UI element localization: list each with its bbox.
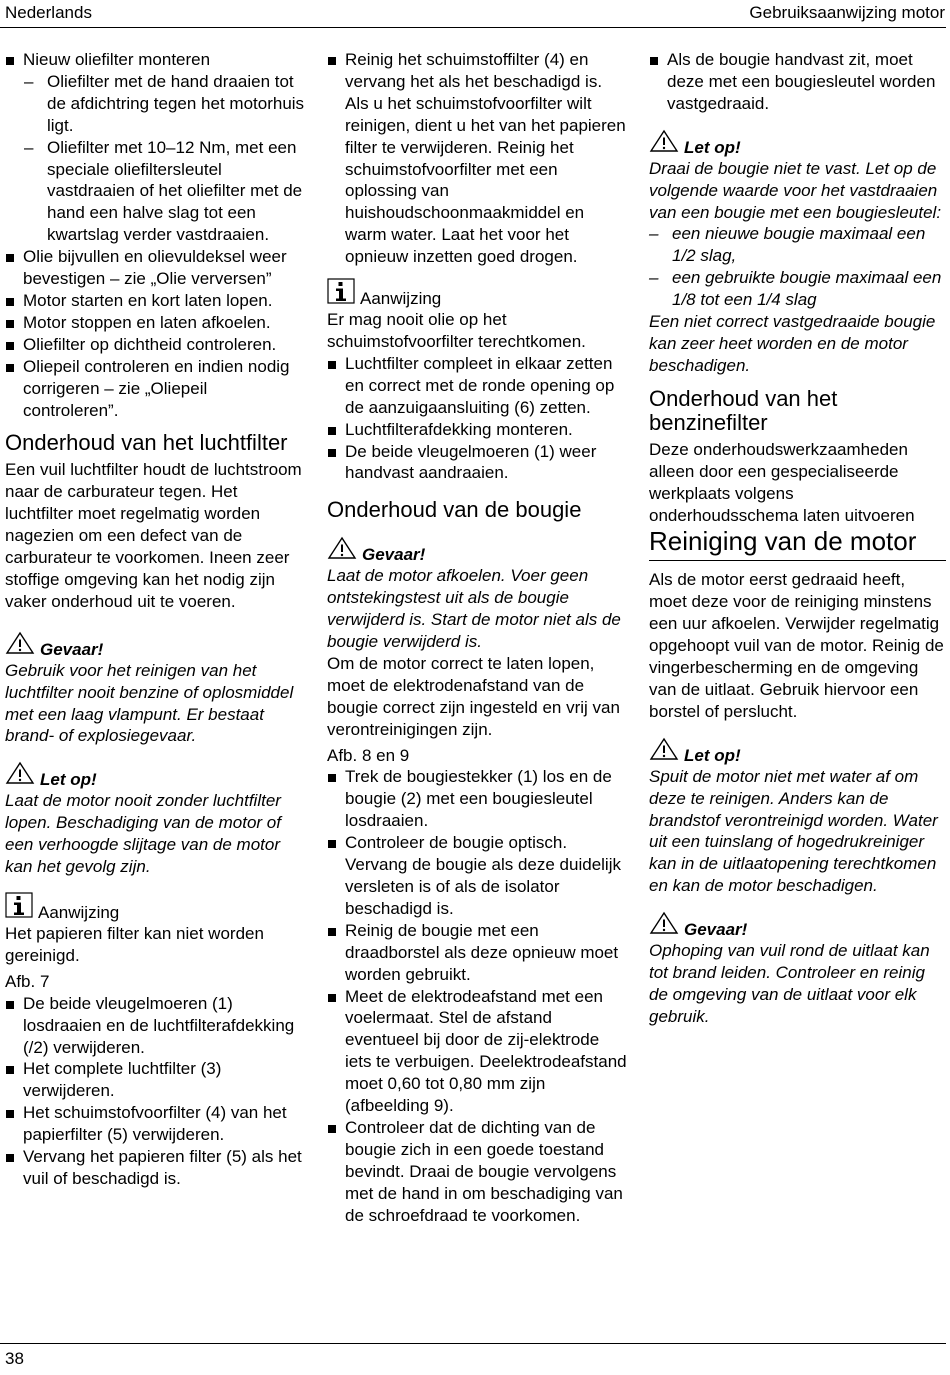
warning-triangle-icon (649, 737, 679, 766)
list-item: Het complete luchtfilter (3) verwijderen. (5, 1058, 305, 1102)
danger-note (649, 911, 946, 940)
info-title: Aanwijzing (38, 903, 120, 922)
info-note (5, 892, 305, 923)
caution-text-after: Een niet correct vastgedraaide bougie kan zeer heet worden en de motor beschadigen. (649, 312, 936, 375)
list-item: Controleer dat de dichting van de bougie zich in een goede toestand bevindt. Draai de bougie vervolgens met de hand in om beschadiging van de schroefdraad te voorkomen. (327, 1117, 627, 1227)
warning-triangle-icon (5, 761, 35, 790)
oil-filter-steps (5, 49, 305, 71)
header-language: Nederlands (5, 3, 92, 22)
footer-rule (0, 1343, 946, 1344)
list-item: – een gebruikte bougie maximaal een 1/8 tot een 1/4 slag (649, 267, 946, 311)
header-doc-title: Gebruiksaanwijzing motor (749, 3, 945, 22)
list-item (5, 49, 305, 71)
info-icon (327, 278, 355, 309)
caution-note (649, 129, 946, 158)
torque-values (649, 223, 946, 311)
list-item: Reinig de bougie met een draadborstel als deze opnieuw moet worden gebruikt. (327, 920, 627, 986)
danger-title: Gevaar! (684, 920, 748, 940)
list-item: Het schuimstofvoorfilter (4) van het papierfilter (5) verwijderen. (5, 1102, 305, 1146)
list-item: De beide vleugelmoeren (1) losdraaien en de luchtfilterafdekking (/2) verwijderen. (5, 993, 305, 1059)
list-item: Als de bougie handvast zit, moet deze met een bougiesleutel worden vastgedraaid. (649, 49, 946, 115)
column-3 (649, 49, 946, 1028)
list-item: – Oliefilter met 10–12 Nm, met een speciale oliefiltersleutel vastdraaien of het oliefilter met de hand een halve slag tot een kwartslag verder vastdraaien. (24, 137, 305, 247)
list-item-text: Nieuw oliefilter monteren (23, 50, 211, 69)
list-item: Controleer de bougie optisch. Vervang de bougie als deze duidelijk versleten is of als de isolator beschadigd is. (327, 832, 627, 920)
warning-triangle-icon (649, 911, 679, 940)
page-header (0, 0, 950, 28)
caution-text: Spuit de motor niet met water af om deze te reinigen. Anders kan de brandstof verontreinigd worden. Water uit een tuinslang of hogedrukreiniger kan in de uitlaatopening terechtkomen en kan de motor beschadigen. (649, 766, 938, 896)
danger-title: Gevaar! (40, 639, 104, 659)
list-item: Luchtfilter compleet in elkaar zetten en correct met de ronde opening op de aanzuigaansluiting (6) zetten. (327, 353, 627, 419)
caution-text: Laat de motor nooit zonder luchtfilter lopen. Beschadiging van de motor of een verhoogde slijtage van de motor kan het gevolg zijn. (5, 791, 281, 877)
column-2 (327, 49, 627, 1227)
list-item: Trek de bougiestekker (1) los en de bougie (2) met een bougiesleutel losdraaien. (327, 766, 627, 832)
danger-text: Ophoping van vuil rond de uitlaat kan tot brand leiden. Controleer en reinig de omgeving van de uitlaat voor elk gebruik. (649, 941, 930, 1026)
section-heading-air-filter: Onderhoud van het luchtfilter (5, 430, 288, 456)
danger-note (327, 536, 627, 565)
caution-title: Let op! (40, 770, 97, 790)
section-heading-engine-cleaning: Reiniging van de motor (649, 526, 946, 561)
caution-note (5, 761, 305, 790)
oil-filter-steps-cont (5, 246, 305, 421)
warning-triangle-icon (5, 631, 35, 660)
caution-note (649, 737, 946, 766)
info-text: Er mag nooit olie op het schuimstofvoorfilter terechtkomen. (327, 310, 586, 351)
list-item: – een nieuwe bougie maximaal een 1/2 slag, (649, 223, 946, 267)
list-item: Meet de elektrodeafstand met een voelermaat. Stel de afstand eventueel bij door de zij-elektrode iets te verbuigen. Deelektrodeafstand moet 0,60 tot 0,80 mm zijn (afbeelding 9). (327, 986, 627, 1117)
air-filter-assembly-steps (327, 353, 627, 484)
list-item: Vervang het papieren filter (5) als het vuil of beschadigd is. (5, 1146, 305, 1190)
spark-plug-steps (327, 766, 627, 1226)
list-item: Oliepeil controleren en indien nodig corrigeren – zie „Oliepeil controleren”. (5, 356, 305, 422)
air-filter-intro: Een vuil luchtfilter houdt de luchtstroom naar de carburateur tegen. Het luchtfilter moet regelmatig worden nagezien om een defect van de carburateur te voorkomen. Ineen zeer stoffige omgeving kan het nodig zijn vaker onderhoud uit te voeren. (5, 460, 302, 611)
danger-text: Laat de motor afkoelen. Voer geen ontstekingstest uit als de bougie verwijderd is. Start de motor niet als de bougie verwijderd is. (327, 566, 621, 652)
page-number: 38 (5, 1349, 24, 1368)
info-icon (5, 892, 33, 923)
spark-plug-steps-cont (649, 49, 946, 115)
foam-filter-steps (327, 49, 627, 93)
caution-title: Let op! (684, 745, 741, 765)
fuel-filter-text: Deze onderhoudswerkzaamheden alleen door een gespecialiseerde werkplaats volgens onderhoudsschema laten uitvoeren (649, 439, 915, 525)
list-item: – Oliefilter met de hand draaien tot de afdichtring tegen het motorhuis ligt. (24, 71, 305, 137)
list-item: Luchtfilterafdekking monteren. (327, 419, 627, 441)
oil-filter-substeps (5, 71, 305, 246)
header-rule (0, 27, 946, 28)
engine-cleaning-text: Als de motor eerst gedraaid heeft, moet deze voor de reiniging minstens een uur afkoelen. Verwijder regelmatig opgehoopt vuil van de motor. Reinig de vingerbescherming en de omgeving van de uitlaat. Gebruik hiervoor een borstel of perslucht. (649, 570, 944, 721)
caution-title: Let op! (684, 137, 741, 157)
list-item: Motor stoppen en laten afkoelen. (5, 312, 305, 334)
figure-reference: Afb. 7 (5, 971, 50, 991)
list-item: Reinig het schuimstoffilter (4) en vervang het als het beschadigd is. (327, 49, 627, 93)
list-item: Motor starten en kort laten lopen. (5, 290, 305, 312)
danger-title: Gevaar! (362, 545, 426, 565)
foam-filter-cleaning-text: Als u het schuimstofvoorfilter wilt reinigen, dient u het van het papieren filter te verwijderen. Reinig het schuimstofvoorfilter met een oplossing van huishoudschoonmaakmiddel en warm water. Laat het voor het opnieuw inzetten goed drogen. (345, 93, 626, 267)
section-heading-fuel-filter: Onderhoud van het benzinefilter (649, 385, 838, 435)
warning-triangle-icon (649, 129, 679, 158)
figure-reference: Afb. 8 en 9 (327, 745, 410, 765)
column-1 (5, 49, 305, 1190)
info-note (327, 278, 627, 309)
list-item: Olie bijvullen en olievuldeksel weer bevestigen – zie „Olie verversen” (5, 246, 305, 290)
info-text: Het papieren filter kan niet worden gereinigd. (5, 924, 264, 965)
spark-plug-intro: Om de motor correct te laten lopen, moet de elektrodenafstand van de bougie correct zijn ingesteld en vrij van verontreinigingen zijn. (327, 653, 620, 739)
air-filter-steps (5, 993, 305, 1190)
list-item: De beide vleugelmoeren (1) weer handvast aandraaien. (327, 441, 627, 485)
warning-triangle-icon (327, 536, 357, 565)
info-title: Aanwijzing (360, 289, 442, 309)
list-item: Oliefilter op dichtheid controleren. (5, 334, 305, 356)
caution-text: Draai de bougie niet te vast. Let op de volgende waarde voor het vastdraaien van een bougie met een bougiesleutel: (649, 158, 942, 222)
danger-text: Gebruik voor het reinigen van het luchtfilter nooit benzine of oplosmiddel met een laag vlampunt. Er bestaat brand- of explosiegevaar. (5, 660, 294, 746)
danger-note (5, 631, 305, 660)
section-heading-spark-plug: Onderhoud van de bougie (327, 497, 582, 523)
